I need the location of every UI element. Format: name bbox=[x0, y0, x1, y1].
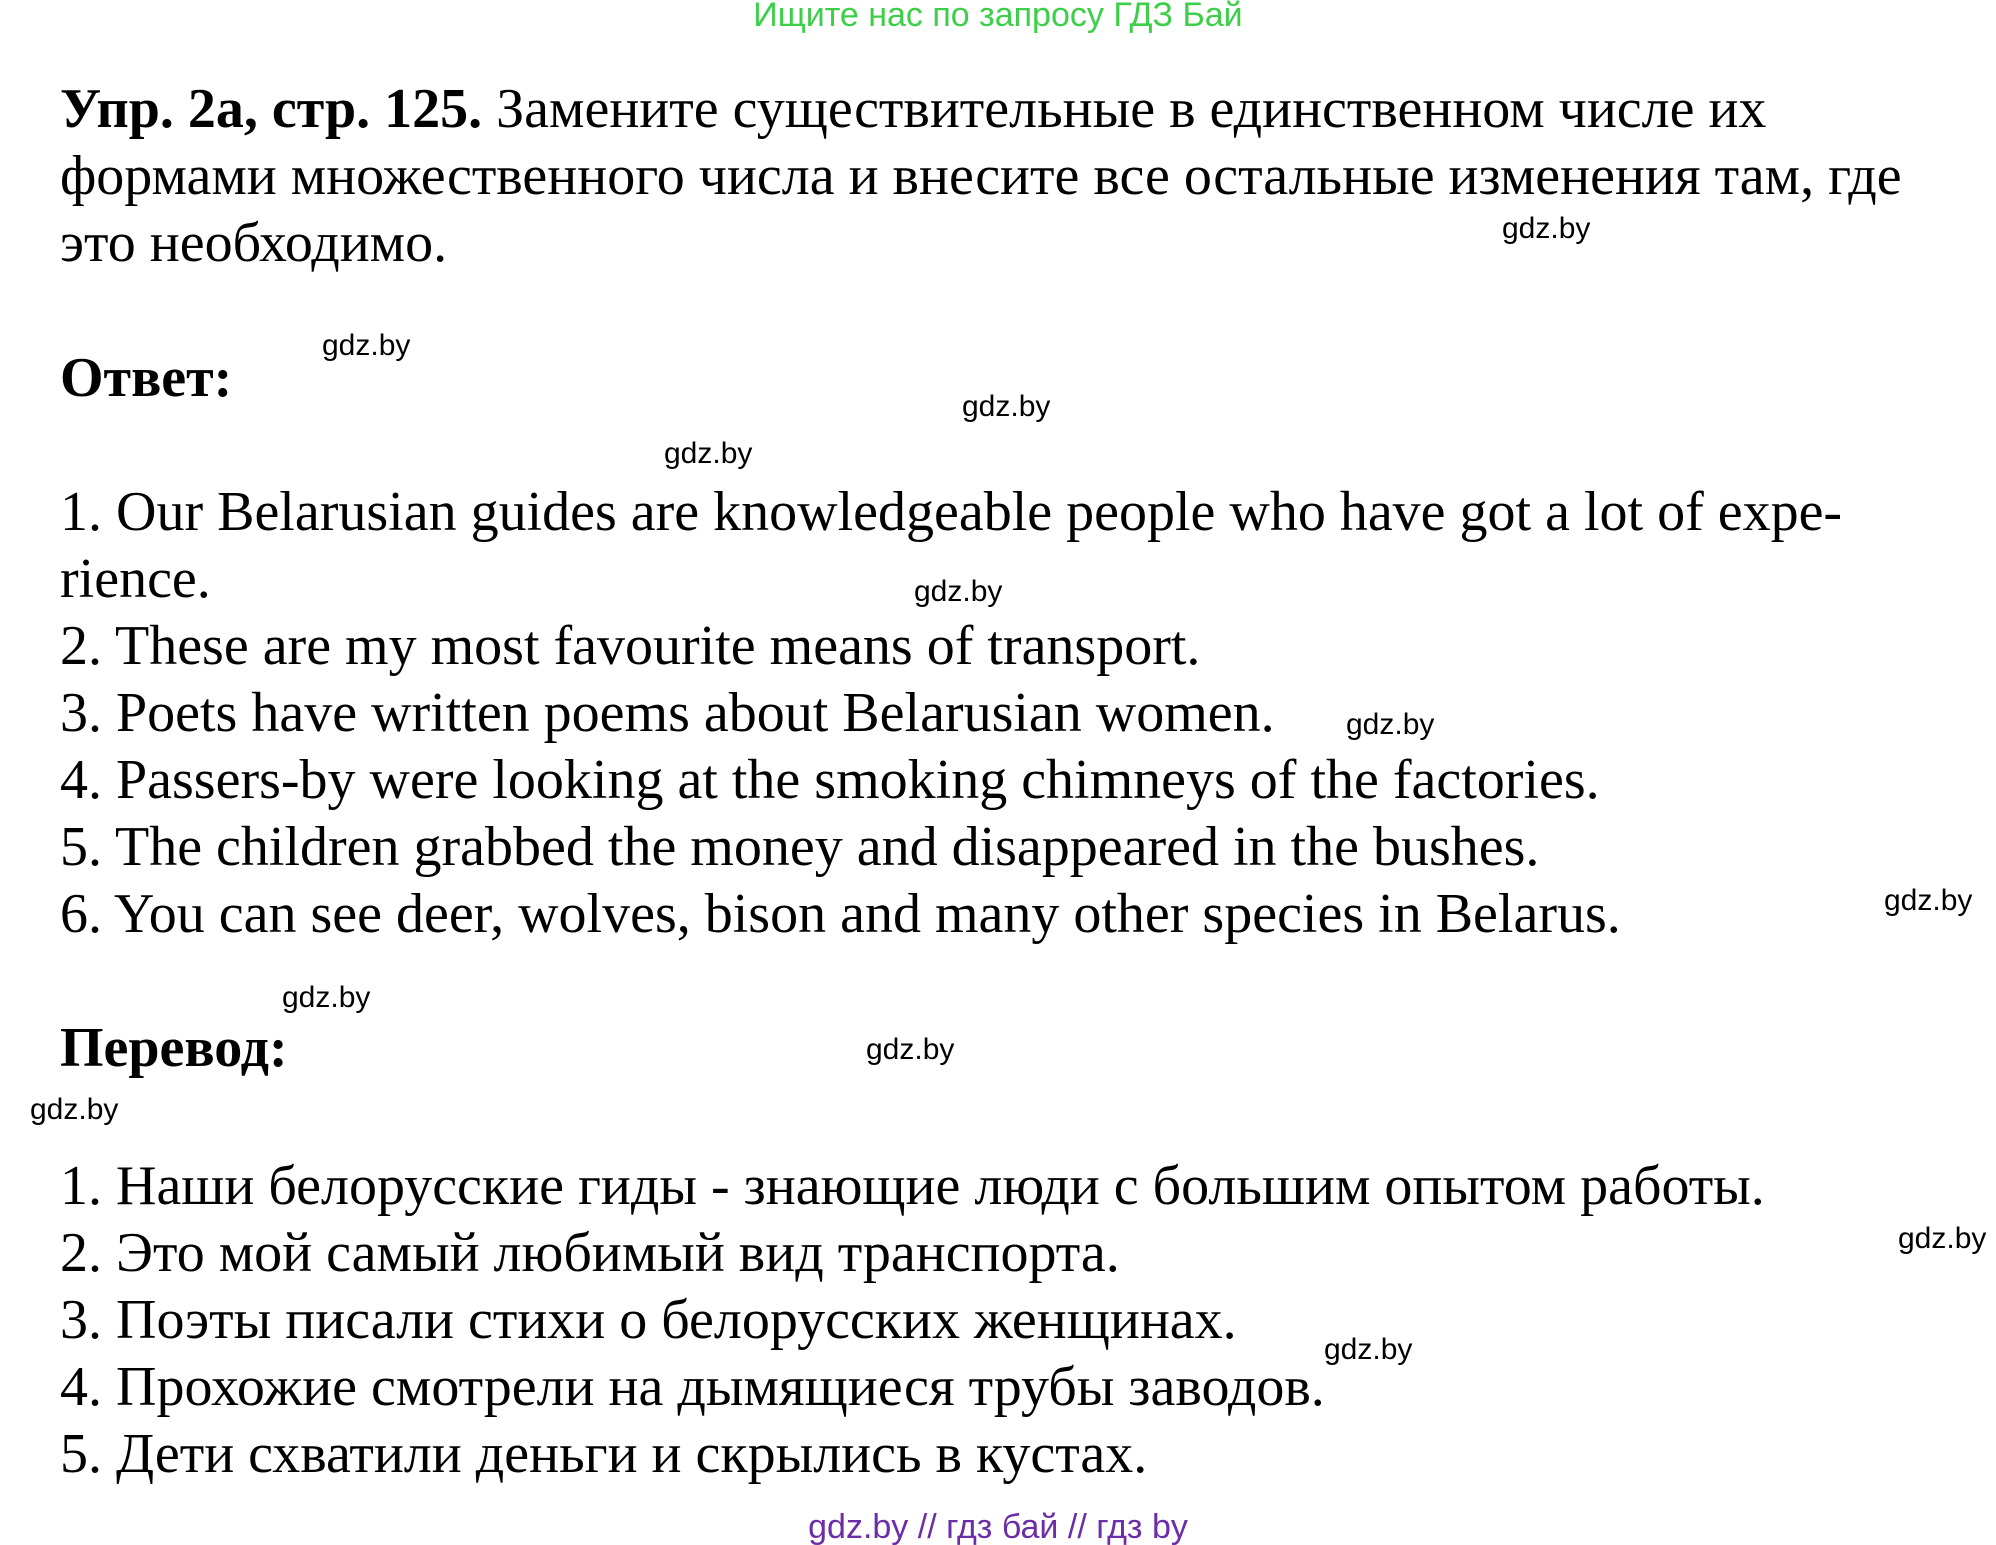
watermark: gdz.by bbox=[962, 390, 1051, 423]
watermark: gdz.by bbox=[1898, 1222, 1987, 1255]
watermark: gdz.by bbox=[1324, 1333, 1413, 1366]
watermark: gdz.by bbox=[866, 1033, 955, 1066]
watermark: gdz.by bbox=[1502, 212, 1591, 245]
translation-line-5: 5. Дети схватили деньги и скрылись в кустах. bbox=[60, 1423, 1148, 1485]
watermark: gdz.by bbox=[914, 575, 1003, 608]
task-label: Упр. 2а, стр. 125. bbox=[60, 78, 483, 140]
translation-line-3: 3. Поэты писали стихи о белорусских женщинах. bbox=[60, 1289, 1237, 1351]
watermark: gdz.by bbox=[1346, 708, 1435, 741]
answer-line-1-cont: rience. bbox=[60, 548, 211, 610]
answer-line-5: 5. The children grabbed the money and disappeared in the bushes. bbox=[60, 816, 1540, 878]
watermark: gdz.by bbox=[322, 329, 411, 362]
answer-line-2: 2. These are my most favourite means of transport. bbox=[60, 615, 1201, 677]
translation-line-1: 1. Наши белорусские гиды - знающие люди с большим опытом работы. bbox=[60, 1155, 1765, 1217]
translation-line-2: 2. Это мой самый любимый вид транспорта. bbox=[60, 1222, 1120, 1284]
answer-line-4: 4. Passers-by were looking at the smoking chimneys of the factories. bbox=[60, 749, 1600, 811]
watermark: gdz.by bbox=[664, 437, 753, 470]
search-banner: Ищите нас по запросу ГДЗ Бай bbox=[753, 0, 1243, 34]
footer-watermark: gdz.by // гдз бай // гдз by bbox=[808, 1508, 1188, 1545]
answer-heading: Ответ: bbox=[60, 347, 233, 409]
translation-heading: Перевод: bbox=[60, 1017, 288, 1079]
answer-line-3: 3. Poets have written poems about Belarusian women. bbox=[60, 682, 1275, 744]
translation-line-4: 4. Прохожие смотрели на дымящиеся трубы заводов. bbox=[60, 1356, 1325, 1418]
watermark: gdz.by bbox=[1884, 884, 1973, 917]
watermark: gdz.by bbox=[30, 1093, 119, 1126]
watermark: gdz.by bbox=[282, 981, 371, 1014]
task-text: Замените существительные в единственном числе их формами множественного числа и внесите все остальные изменения там, где это необходимо. bbox=[60, 78, 1902, 274]
answer-line-6: 6. You can see deer, wolves, bison and many other species in Belarus. bbox=[60, 883, 1621, 945]
answer-line-1: 1. Our Belarusian guides are knowledgeable people who have got a lot of expe- bbox=[60, 481, 1843, 543]
task-statement bbox=[60, 76, 1920, 277]
